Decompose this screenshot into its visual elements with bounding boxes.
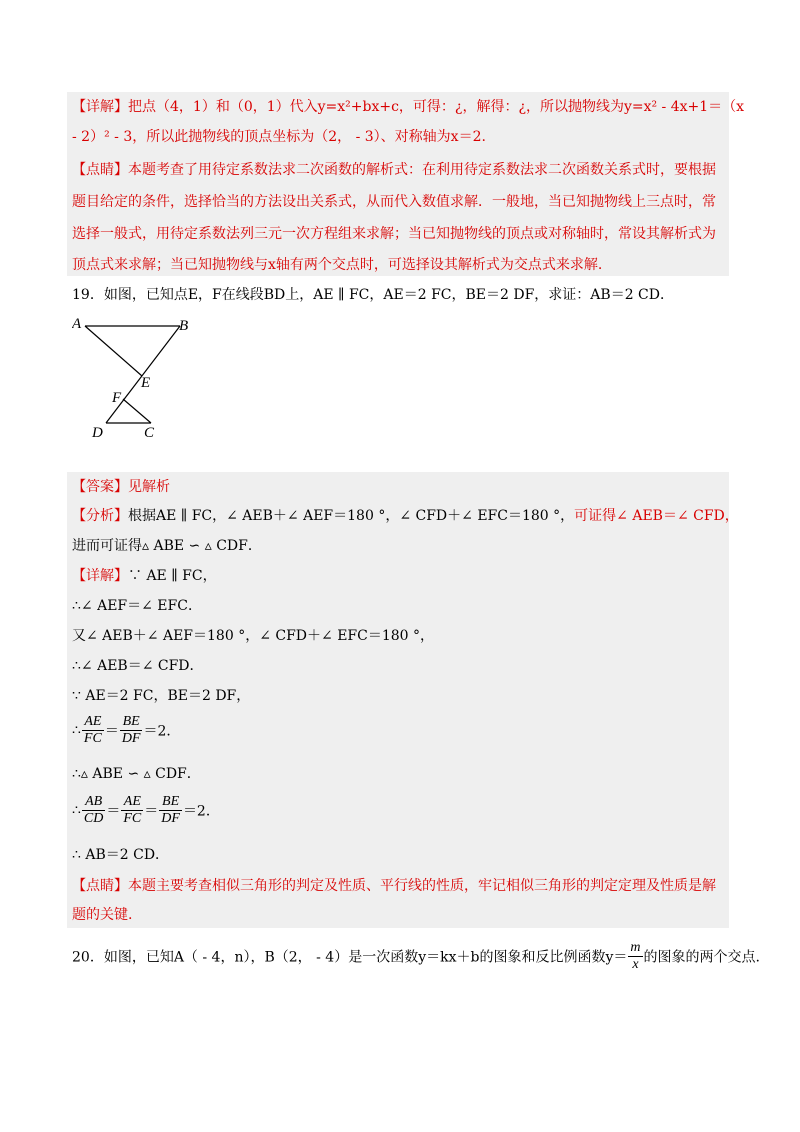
question-20-text: 20．如图，已知A（ - 4，n），B（2， - 4）是一次函数y＝kx＋b的图象和反比例函数y＝ $\frac{m}{x}$ 的图象的两个交点. [72,940,760,972]
label-b: B [179,318,189,334]
prev-detail-line-1: 【详解】把点（4，1）和（0，1）代入y=x²+bx+c，可得：¿，解得：¿，所以抛物线为y=x² - 4x+1＝（x [72,99,745,115]
label-c: C [144,425,155,441]
fraction-be-df: $\frac{BE}{DF}$ [121,714,141,746]
detail-tag: 【详解】 [72,99,128,115]
answer-tag: 【答案】 [72,479,128,495]
detail-step-2: ∴∠ AEF＝∠ EFC． [72,598,202,614]
prev-detail-line-2: - 2）² - 3，所以此抛物线的顶点坐标为（2， - 3）、对称轴为x＝2. [72,129,486,145]
analysis-tag: 【分析】 [72,508,128,524]
detail-tag-q19: 【详解】 [72,568,128,584]
detail-step-9: ∴ AB＝2 CD． [72,847,170,863]
analysis-line-1: 【分析】根据AE ∥ FC，∠ AEB＋∠ AEF＝180 °，∠ CFD＋∠ EFC＝180 °，可证得∠ AEB＝∠ CFD， [72,508,739,524]
prev-comment-line-3: 选择一般式，用待定系数法列三元一次方程组来求解；当已知抛物线的顶点或对称轴时，常设其解析式为 [72,226,716,242]
prev-solution-block [67,92,745,276]
fraction-ae-fc: $\frac{AE}{FC}$ [83,714,102,746]
answer-line: 【答案】见解析 [72,479,170,495]
detail-step-6: ∴ $\frac{AE}{FC}$ ＝ $\frac{BE}{DF}$ ＝2． [72,714,181,746]
question-19-text: 19．如图，已知点E，F在线段BD上，AE ∥ FC，AE＝2 FC，BE＝2 DF，求证：AB＝2 CD． [72,287,674,303]
fraction-ae-fc-2: $\frac{AE}{FC}$ [123,794,142,826]
prev-comment-line-2: 题目给定的条件，选择恰当的方法设出关系式，从而代入数值求解．一般地，当已知抛物线上三点时，常 [72,194,716,210]
analysis-line-2: 进而可证得▵ ABE ∽ ▵ CDF． [72,538,262,554]
comment-tag: 【点睛】 [72,162,128,178]
q19-comment-line-1: 【点睛】本题主要考查相似三角形的判定及性质、平行线的性质，牢记相似三角形的判定定理及性质是解 [72,878,716,894]
detail-step-4: ∴∠ AEB＝∠ CFD． [72,658,204,674]
detail-step-3: 又∠ AEB＋∠ AEF＝180 °，∠ CFD＋∠ EFC＝180 °， [72,628,435,644]
detail-step-7: ∴▵ ABE ∽ ▵ CDF． [72,766,201,782]
geometry-figure [72,310,202,445]
segment-fc [123,399,151,423]
detail-step-5: ∵ AE＝2 FC，BE＝2 DF， [72,688,251,704]
label-f: F [112,390,122,406]
detail-step-1: 【详解】∵ AE ∥ FC， [72,568,217,584]
fraction-be-df-2: $\frac{BE}{DF}$ [161,794,180,826]
q19-comment-line-2: 题的关键. [72,907,133,923]
prev-comment-line-4: 顶点式来求解；当已知抛物线与x轴有两个交点时，可选择设其解析式为交点式来求解. [72,257,603,273]
comment-tag-q19: 【点睛】 [72,878,128,894]
label-a: A [72,316,82,332]
label-e: E [141,375,151,391]
prev-comment-line-1: 【点睛】本题考查了用待定系数法求二次函数的解析式：在利用待定系数法求二次函数关系式时，要根据 [72,162,716,178]
detail-step-8: ∴ $\frac{AB}{CD}$ ＝ $\frac{AE}{FC}$ ＝ $\frac{BE}{DF}$ ＝2． [72,794,220,826]
fraction-m-x: $\frac{m}{x}$ [630,940,641,972]
fraction-ab-cd: $\frac{AB}{CD}$ [83,794,104,826]
label-d: D [92,425,103,441]
segment-ae [85,326,142,376]
